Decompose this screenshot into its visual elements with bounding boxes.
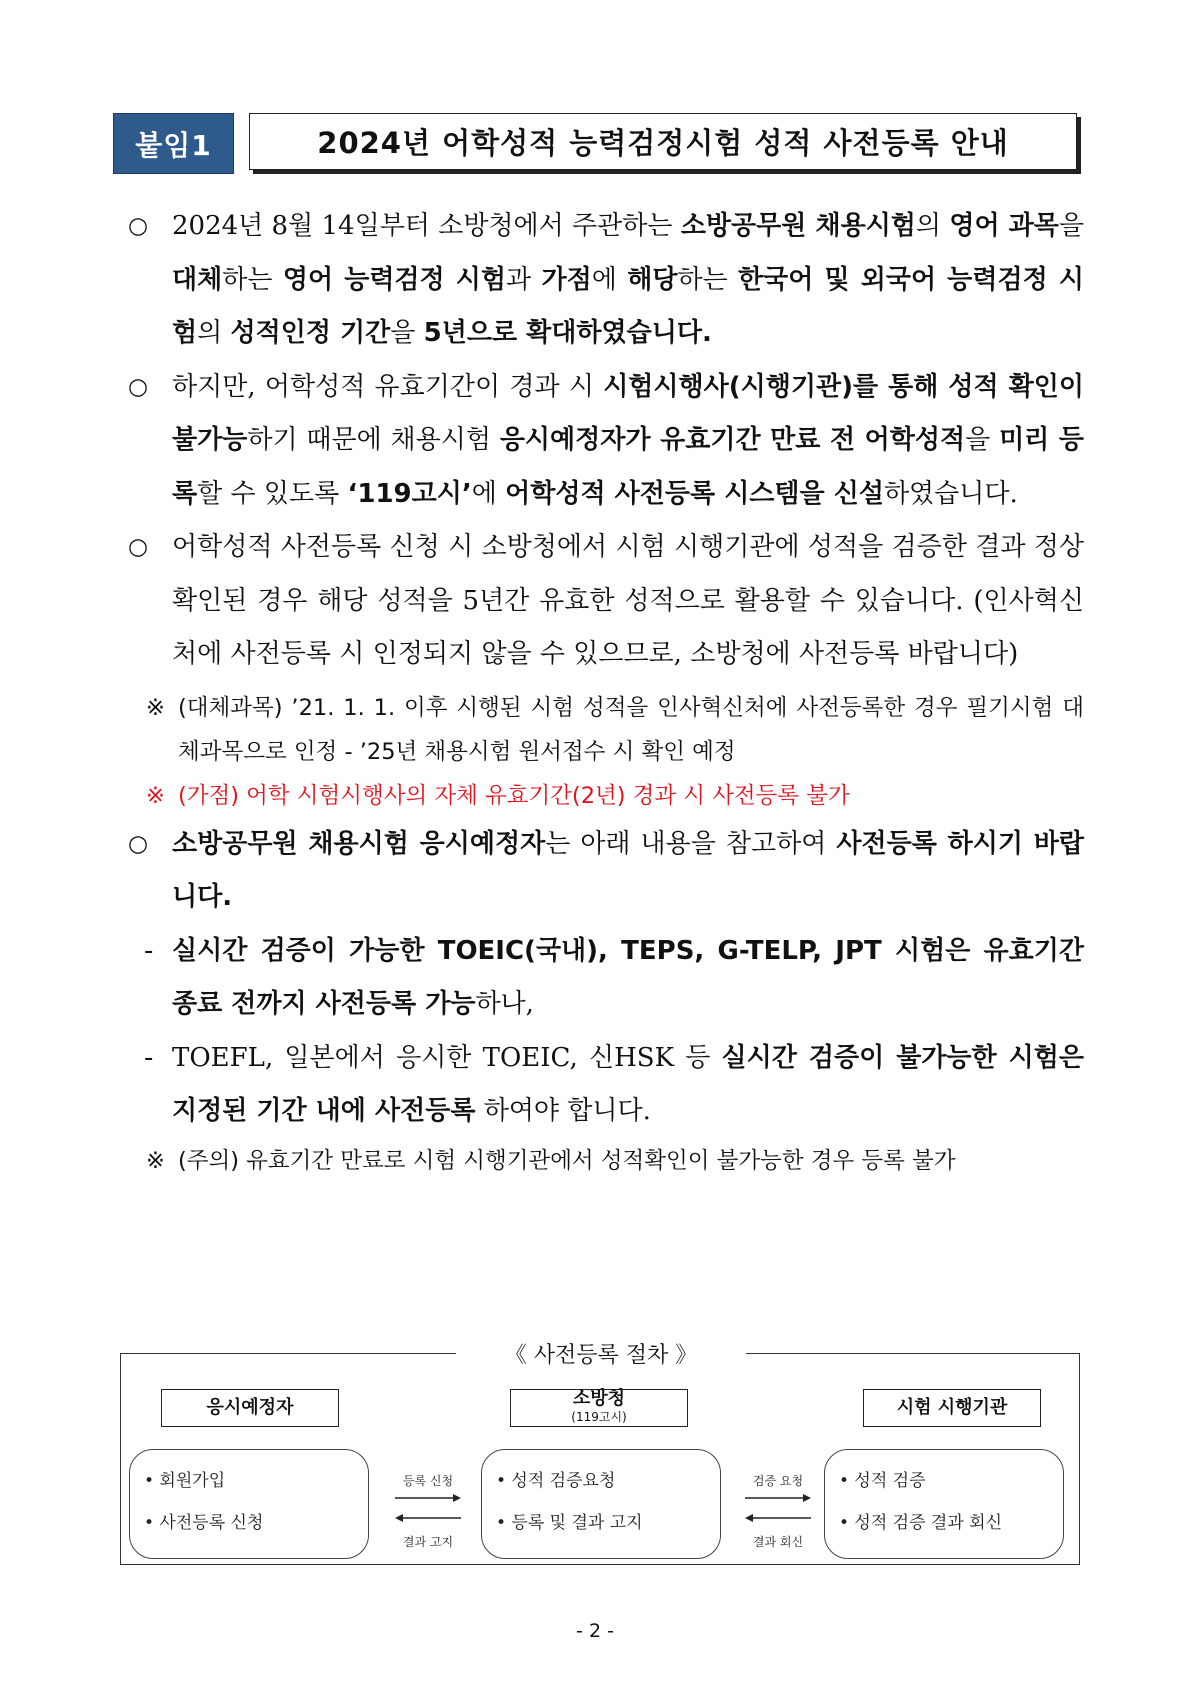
dash-item-non-realtime: [144, 1032, 1084, 1139]
role-applicant: [161, 1389, 339, 1427]
arrow-label-bottom: 결과 회신: [752, 1535, 804, 1549]
reference-mark: ※: [146, 1147, 165, 1174]
bullet-circle: ○: [128, 534, 149, 560]
step-box-fire-agency: [481, 1449, 721, 1559]
reference-mark: ※: [146, 782, 165, 809]
step-item: • 성적 검증요청: [496, 1471, 616, 1491]
note-text: (주의) 유효기간 만료로 시험 시행기관에서 성적확인이 불가능한 경우 등록 불가: [178, 1147, 956, 1174]
role-fire-agency: [510, 1389, 688, 1427]
double-arrow-icon: [741, 1488, 815, 1528]
attachment-badge: 붙임1: [113, 113, 234, 174]
dash-item-realtime: [144, 925, 1084, 1032]
paragraph-text: 어학성적 사전등록 신청 시 소방청에서 시험 시행기관에 성적을 검증한 결과 정상 확인된 경우 해당 성적을 5년간 유효한 성적으로 활용할 수 있습니다. (인사혁신처에 사전등록 시 인정되지 않을 수 있으므로, 소방청에 사전등록 바랍니다): [172, 532, 1084, 669]
procedure-diagram: [120, 1343, 1080, 1565]
paragraph-2: [128, 361, 1084, 522]
dash-text: 실시간 검증이 가능한 TOEIC(국내), TEPS, G-TELP, JPT 시험은 유효기간 종료 전까지 사전등록 가능하나,: [172, 935, 1084, 1019]
role-label: 소방청: [572, 1388, 626, 1409]
paragraph-text: 2024년 8월 14일부터 소방청에서 주관하는 소방공무원 채용시험의 영어 과목을 대체하는 영어 능력검정 시험과 가점에 해당하는 한국어 및 외국어 능력검정 시험의 성적인정 기간을 5년으로 확대하였습니다.: [172, 211, 1084, 348]
paragraph-text: 소방공무원 채용시험 응시예정자는 아래 내용을 참고하여 사전등록 하시기 바랍니다.: [172, 828, 1084, 912]
paragraph-text: 하지만, 어학성적 유효기간이 경과 시 시험시행사(시행기관)를 통해 성적 확인이 불가능하기 때문에 채용시험 응시예정자가 유효기간 만료 전 어학성적을 미리 등록할 수 있도록 ‘119고시’에 어학성적 사전등록 시스템을 신설하였습니다.: [172, 371, 1084, 509]
double-arrow-icon: [391, 1488, 465, 1528]
arrow-verify: [741, 1472, 815, 1550]
step-item: • 등록 및 결과 고지: [496, 1513, 643, 1533]
note-text: (가점) 어학 시험시행사의 자체 유효기간(2년) 경과 시 사전등록 불가: [178, 782, 850, 809]
paragraph-3: [128, 521, 1084, 682]
step-item: • 회원가입: [144, 1471, 226, 1491]
arrow-label-bottom: 결과 고지: [402, 1535, 454, 1549]
paragraph-1: [128, 200, 1084, 361]
role-label: 응시예정자: [206, 1397, 294, 1418]
step-item: • 사전등록 신청: [144, 1513, 264, 1533]
dash-mark: -: [144, 1042, 154, 1073]
header: [113, 113, 1083, 173]
diagram-title: 《 사전등록 절차 》: [456, 1338, 746, 1369]
role-label: 시험 시행기관: [896, 1397, 1008, 1418]
step-item: • 성적 검증: [839, 1471, 926, 1491]
document-title: 2024년 어학성적 능력검정시험 성적 사전등록 안내: [249, 113, 1077, 170]
dash-text: TOEFL, 일본에서 응시한 TOEIC, 신HSK 등 실시간 검증이 불가능한 시험은 지정된 기간 내에 사전등록 하여야 합니다.: [172, 1042, 1084, 1126]
note-substitute-subject: [146, 686, 1084, 774]
arrow-label-top: 검증 요청: [752, 1474, 804, 1488]
role-test-agency: [863, 1389, 1041, 1427]
step-box-applicant: [129, 1449, 369, 1559]
bullet-circle: ○: [128, 373, 149, 400]
bullet-circle: ○: [128, 830, 149, 857]
reference-mark: ※: [146, 694, 165, 721]
step-item: • 성적 검증 결과 회신: [839, 1513, 1003, 1533]
note-bonus-points: [146, 774, 1084, 818]
bullet-circle: ○: [128, 213, 149, 239]
role-sublabel: (119고시): [571, 1410, 627, 1424]
arrow-label-top: 등록 신청: [402, 1474, 454, 1488]
dash-mark: -: [144, 935, 154, 966]
note-caution: [146, 1139, 1084, 1183]
page-number: - 2 -: [576, 1620, 614, 1642]
document-body: [128, 200, 1084, 1183]
arrow-register: [391, 1472, 465, 1550]
note-text: (대체과목) ’21. 1. 1. 이후 시행된 시험 성적을 인사혁신처에 사전등록한 경우 필기시험 대체과목으로 인정 - ’25년 채용시험 원서접수 시 확인 예정: [178, 694, 1084, 765]
step-box-test-agency: [824, 1449, 1064, 1559]
paragraph-4: [128, 818, 1084, 925]
